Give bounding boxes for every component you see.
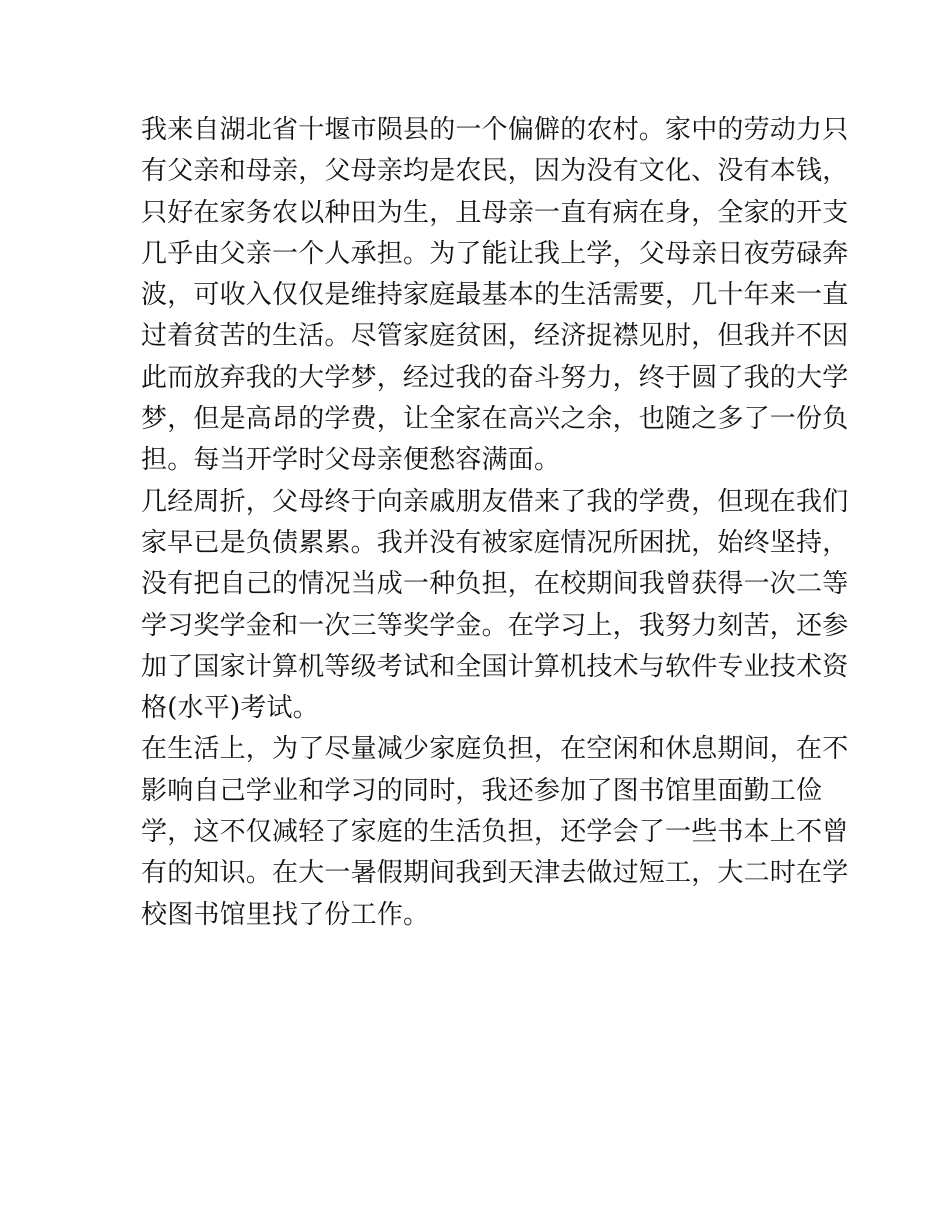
text-line: 校图书馆里找了份工作。 [141,899,430,930]
text-line: 学习奖学金和一次三等奖学金。在学习上，我努力刻苦，还参 [141,610,849,641]
text-line: 我来自湖北省十堰市陨县的一个偏僻的农村。家中的劳动力只 [141,115,849,145]
text-line: 梦，但是高昂的学费，让全家在高兴之余，也随之多了一份负 [141,404,849,435]
text-line: 格(水平)考试。 [141,693,319,724]
text-line: 学，这不仅减轻了家庭的生活负担，还学会了一些书本上不曾 [141,817,849,848]
text-line: 影响自己学业和学习的同时，我还参加了图书馆里面勤工俭 [141,775,823,806]
text-line: 有父亲和母亲，父母亲均是农民，因为没有文化、没有本钱， [141,156,849,187]
text-line: 几乎由父亲一个人承担。为了能让我上学，父母亲日夜劳碌奔 [141,238,849,269]
text-line: 此而放弃我的大学梦，经过我的奋斗努力，终于圆了我的大学 [141,362,849,393]
text-line: 只好在家务农以种田为生，且母亲一直有病在身，全家的开支 [141,197,849,228]
text-line: 有的知识。在大一暑假期间我到天津去做过短工，大二时在学 [141,858,849,889]
text-line: 波，可收入仅仅是维持家庭最基本的生活需要，几十年来一直 [141,280,849,311]
text-line: 几经周折，父母终于向亲戚朋友借来了我的学费，但现在我们 [141,486,849,517]
body-text [141,110,849,936]
text-line: 没有把自己的情况当成一种负担，在校期间我曾获得一次二等 [141,569,849,600]
text-line: 在生活上，为了尽量减少家庭负担，在空闲和休息期间，在不 [141,734,849,765]
text-line: 家早已是负债累累。我并没有被家庭情况所困扰，始终坚持， [141,527,849,558]
text-line: 过着贫苦的生活。尽管家庭贫困，经济捉襟见肘，但我并不因 [141,321,849,352]
text-line: 加了国家计算机等级考试和全国计算机技术与软件专业技术资 [141,651,849,682]
text-line: 担。每当开学时父母亲便愁容满面。 [141,445,561,476]
